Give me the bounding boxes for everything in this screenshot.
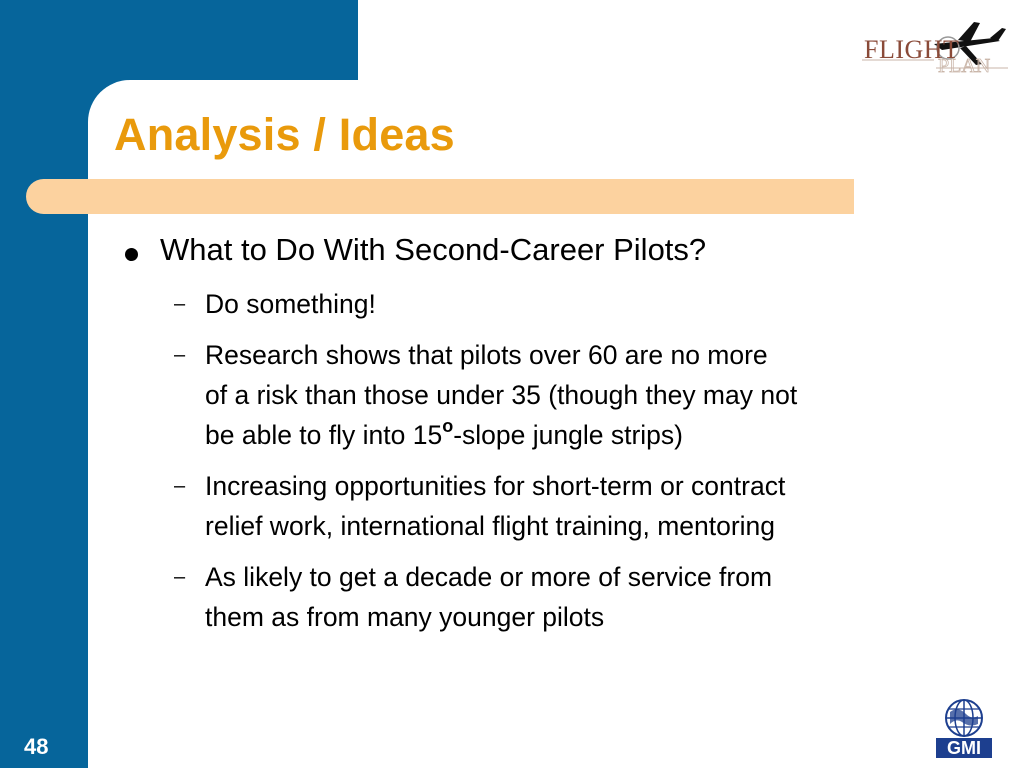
sub-bullet-2-line-3-post: -slope jungle strips) [453,420,683,450]
sub-bullet-dash: – [174,566,186,588]
gmi-logo [934,698,994,760]
bullet-heading: What to Do With Second-Career Pilots? [160,232,707,267]
flightplan-logo-flight-text: FLIGHT [864,35,960,64]
gmi-logo-text: GMI [947,738,981,758]
sub-bullet-2-line-3-pre: be able to fly into 15 [205,420,443,450]
sub-bullet-4-line-2: them as from many younger pilots [205,602,605,632]
sub-bullet-3-line-1: Increasing opportunities for short-term or contract [205,471,786,501]
sub-bullet-3-line-2: relief work, international flight training, mentoring [205,511,776,541]
slide-title: Analysis / Ideas [114,109,455,160]
sub-bullet-2-line-3 [205,415,985,455]
sub-bullet-dash: – [174,475,186,497]
sub-bullet-4-line-1: As likely to get a decade or more of service from [205,562,773,592]
sub-bullet-dash: – [174,293,186,315]
slide-number: 48 [24,734,49,759]
sub-bullet-2 [205,335,985,455]
sub-bullet-2-line-2: of a risk than those under 35 (though they may not [205,380,798,410]
degree-symbol: o [442,416,454,436]
sub-bullet-1: Do something! [205,289,376,319]
sub-bullet-dash: – [174,344,186,366]
flightplan-logo-plan-text: PLAN [938,55,991,76]
sub-bullet-2-line-1: Research shows that pilots over 60 are no more [205,340,768,370]
sub-bullet-3 [205,466,985,546]
sub-bullet-4 [205,557,985,637]
bullet-dot [125,248,138,261]
globe-icon [946,700,982,736]
